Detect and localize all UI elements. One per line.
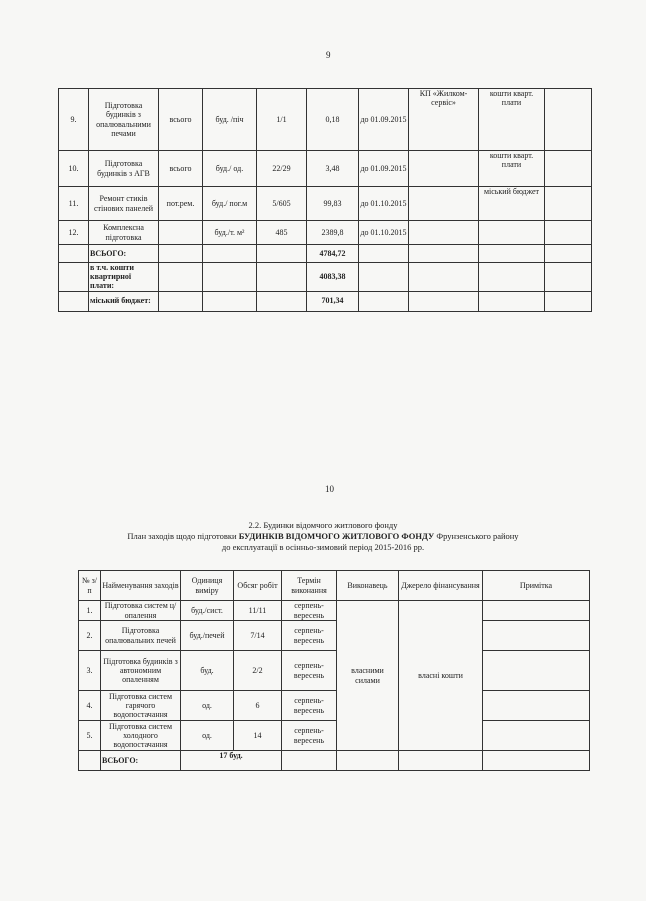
measure-quantity: 22/29 (257, 151, 307, 187)
empty-cell (159, 263, 203, 292)
empty-cell (257, 291, 307, 311)
table-row (79, 651, 590, 691)
empty-cell (483, 751, 590, 771)
measure-name: Підготовка опалювальних печей (101, 621, 181, 651)
empty-cell (399, 751, 483, 771)
measure-unit: буд./печей (181, 621, 234, 651)
header-qty: Обсяг робіт (234, 571, 282, 601)
empty-cell (257, 263, 307, 292)
row-number: 11. (59, 187, 89, 221)
note-cell (483, 601, 590, 621)
measure-name: Підготовка будинків з автономним опаленням (101, 651, 181, 691)
note-cell (483, 721, 590, 751)
note-cell (483, 691, 590, 721)
measure-quantity: 2/2 (234, 651, 282, 691)
empty-cell (359, 291, 409, 311)
measure-term: до 01.10.2015 (359, 187, 409, 221)
measure-source: кошти кварт. плати (479, 89, 545, 151)
measure-source (479, 221, 545, 245)
executor-merged: власними силами (337, 601, 399, 751)
measure-name: Підготовка систем ц/опалення (101, 601, 181, 621)
empty-cell (545, 263, 592, 292)
header-no: № з/п (79, 571, 101, 601)
measure-unit: буд./т. м² (203, 221, 257, 245)
note-cell (545, 89, 592, 151)
empty-cell (545, 291, 592, 311)
measure-quantity: 14 (234, 721, 282, 751)
row-number: 10. (59, 151, 89, 187)
empty-cell (203, 245, 257, 263)
section-heading: 2.2. Будинки відомчого житлового фонду (248, 520, 398, 530)
note-cell (545, 151, 592, 187)
source-merged: власні кошти (399, 601, 483, 751)
measure-scope (159, 221, 203, 245)
total-value: 17 буд. (181, 751, 282, 771)
subtitle-prefix: План заходів щодо підготовки (127, 531, 237, 541)
header-executor: Виконавець (337, 571, 399, 601)
measure-scope: пот.рем. (159, 187, 203, 221)
total-value: 4083,38 (307, 263, 359, 292)
measure-term: серпень-вересень (282, 621, 337, 651)
measure-name: Ремонт стиків стінових панелей (89, 187, 159, 221)
measure-executor (409, 221, 479, 245)
total-label: міський бюджет: (89, 291, 159, 311)
measure-term: серпень-вересень (282, 651, 337, 691)
measure-term: серпень-вересень (282, 721, 337, 751)
measure-quantity: 485 (257, 221, 307, 245)
measure-quantity: 11/11 (234, 601, 282, 621)
header-note: Примітка (483, 571, 590, 601)
header-term: Термін виконання (282, 571, 337, 601)
table-row (79, 691, 590, 721)
empty-cell (337, 751, 399, 771)
measures-table-page-10 (78, 570, 590, 771)
measure-executor (409, 151, 479, 187)
empty-cell (203, 291, 257, 311)
empty-cell (409, 291, 479, 311)
measure-term: до 01.09.2015 (359, 151, 409, 187)
empty-cell (59, 291, 89, 311)
empty-cell (409, 245, 479, 263)
row-number: 4. (79, 691, 101, 721)
total-value: 701,34 (307, 291, 359, 311)
empty-cell (203, 263, 257, 292)
note-cell (545, 187, 592, 221)
total-value: 4784,72 (307, 245, 359, 263)
row-number: 1. (79, 601, 101, 621)
measure-name: Підготовка систем холодного водопостачання (101, 721, 181, 751)
empty-cell (479, 291, 545, 311)
total-label: ВСЬОГО: (89, 245, 159, 263)
empty-cell (282, 751, 337, 771)
plan-subtitle (0, 531, 646, 541)
measure-unit: од. (181, 721, 234, 751)
measure-name: Комплексна підготовка (89, 221, 159, 245)
measures-table-page-9 (58, 88, 592, 312)
measure-unit: буд./ пог.м (203, 187, 257, 221)
total-row (59, 245, 592, 263)
table-row (79, 601, 590, 621)
measure-scope: всього (159, 89, 203, 151)
row-number: 9. (59, 89, 89, 151)
table-row (79, 721, 590, 751)
measure-quantity: 7/14 (234, 621, 282, 651)
measure-quantity: 5/605 (257, 187, 307, 221)
measure-name: Підготовка будинків з АГВ (89, 151, 159, 187)
empty-cell (359, 263, 409, 292)
plan-subtitle-line2: до експлуатації в осінньо-зимовий період 2015-2016 рр. (221, 542, 425, 552)
subtitle-bold: БУДИНКІВ ВІДОМЧОГО ЖИТЛОВОГО ФОНДУ (238, 531, 435, 541)
table-row (59, 221, 592, 245)
measure-quantity: 6 (234, 691, 282, 721)
empty-cell (59, 245, 89, 263)
row-number: 5. (79, 721, 101, 751)
empty-cell (59, 263, 89, 292)
measure-cost: 2389,8 (307, 221, 359, 245)
measure-source: міський бюджет (479, 187, 545, 221)
measure-term: серпень-вересень (282, 601, 337, 621)
table-row (59, 89, 592, 151)
measure-cost: 3,48 (307, 151, 359, 187)
total-row (59, 263, 592, 292)
page-number-9: 9 (326, 50, 331, 60)
empty-cell (257, 245, 307, 263)
empty-cell (159, 291, 203, 311)
measure-term: серпень-вересень (282, 691, 337, 721)
measure-cost: 0,18 (307, 89, 359, 151)
measure-unit: буд. (181, 651, 234, 691)
total-label: ВСЬОГО: (101, 751, 181, 771)
note-cell (483, 651, 590, 691)
measure-cost: 99,83 (307, 187, 359, 221)
table-row (59, 187, 592, 221)
measure-executor: КП «Жилком-сервіс» (409, 89, 479, 151)
row-number: 12. (59, 221, 89, 245)
total-label: в т.ч. кошти квартирної плати: (89, 263, 159, 292)
note-cell (483, 621, 590, 651)
empty-cell (479, 245, 545, 263)
measure-name: Підготовка будинків з опалювальними печами (89, 89, 159, 151)
row-number: 2. (79, 621, 101, 651)
measure-unit: буд./ од. (203, 151, 257, 187)
page-number-10: 10 (325, 484, 334, 494)
measure-term: до 01.09.2015 (359, 89, 409, 151)
empty-cell (545, 245, 592, 263)
note-cell (545, 221, 592, 245)
measure-executor (409, 187, 479, 221)
total-row (79, 751, 590, 771)
measure-source: кошти кварт. плати (479, 151, 545, 187)
measure-unit: буд. /піч (203, 89, 257, 151)
empty-cell (79, 751, 101, 771)
header-source: Джерело фінансування (399, 571, 483, 601)
header-name: Найменування заходів (101, 571, 181, 601)
table-row (79, 621, 590, 651)
measure-name: Підготовка систем гарячого водопостачання (101, 691, 181, 721)
measure-term: до 01.10.2015 (359, 221, 409, 245)
measure-unit: буд./сист. (181, 601, 234, 621)
empty-cell (479, 263, 545, 292)
header-unit: Одиниця виміру (181, 571, 234, 601)
total-row (59, 291, 592, 311)
measure-quantity: 1/1 (257, 89, 307, 151)
measure-unit: од. (181, 691, 234, 721)
row-number: 3. (79, 651, 101, 691)
empty-cell (359, 245, 409, 263)
measure-scope: всього (159, 151, 203, 187)
empty-cell (159, 245, 203, 263)
subtitle-suffix: Фрунзенського району (436, 531, 519, 541)
table-row (59, 151, 592, 187)
empty-cell (409, 263, 479, 292)
